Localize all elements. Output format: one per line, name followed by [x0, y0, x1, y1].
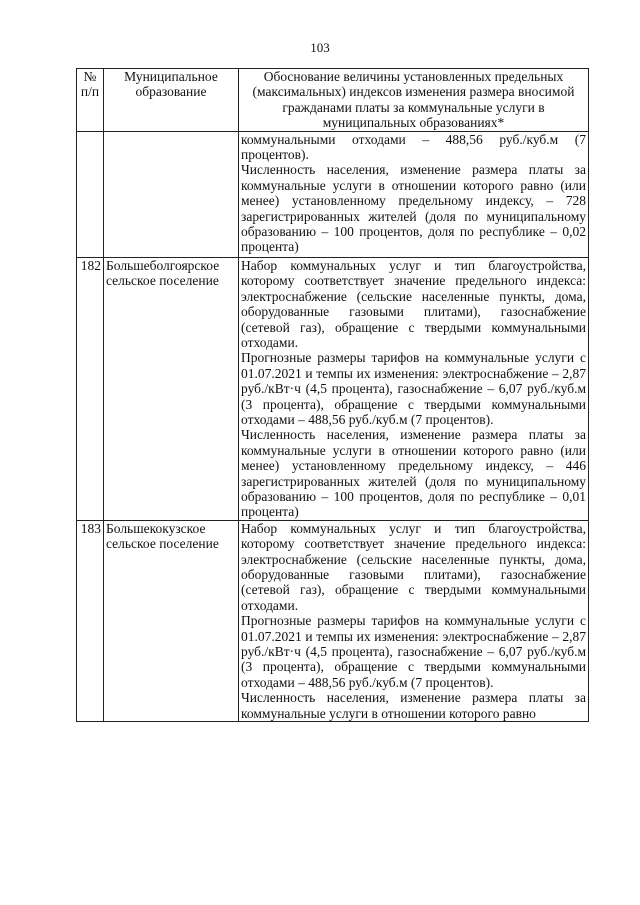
basis-paragraph: Набор коммунальных услуг и тип благоустройства, которому соответствует значение предельного индекса: электроснабжение (сельские населенные пункты, дома, оборудованные газовыми плитами), газоснабжение (сетевой газ), обращение с твердыми коммунальными отходами.: [241, 257, 586, 350]
row-basis: [239, 131, 589, 257]
table-header-row: [77, 69, 589, 132]
row-municipality: [104, 131, 239, 257]
row-basis: [239, 520, 589, 721]
basis-paragraph: Набор коммунальных услуг и тип благоустройства, которому соответствует значение предельного индекса: электроснабжение (сельские населенные пункты, дома, оборудованные газовыми плитами), газоснабжение (сетевой газ), обращение с твердыми коммунальными отходами.: [241, 520, 586, 613]
basis-paragraph: коммунальными отходами – 488,56 руб./куб.м (7 процентов).: [241, 131, 586, 163]
table-row-183: [77, 520, 589, 721]
table-row-continued: [77, 131, 589, 257]
basis-paragraph: Прогнозные размеры тарифов на коммунальные услуги с 01.07.2021 и темпы их изменения: электроснабжение – 2,87 руб./кВт·ч (4,5 процента), газоснабжение – 6,07 руб./куб.м (3 процента), обращение с твердыми коммунальными отходами – 488,56 руб./куб.м (7 процентов).: [241, 613, 586, 690]
header-municipality: Муниципальное образование: [104, 69, 239, 132]
basis-paragraph: Численность населения, изменение размера платы за коммунальные услуги в отношении которого равно (или менее) установленному предельному индексу, – 728 зарегистрированных жителей (доля по муниципальному образованию – 100 процентов, доля по республике – 0,02 процента): [241, 162, 586, 255]
row-number: [77, 131, 104, 257]
index-justification-table: [76, 68, 589, 722]
row-municipality: Большеболгоярское сельское поселение: [104, 257, 239, 520]
header-number: № п/п: [77, 69, 104, 132]
page-number: 103: [310, 40, 330, 55]
table-row-182: [77, 257, 589, 520]
basis-paragraph: Численность населения, изменение размера платы за коммунальные услуги в отношении которого равно: [241, 690, 586, 721]
row-municipality: Большекокузское сельское поселение: [104, 520, 239, 721]
row-number: 182: [77, 257, 104, 520]
row-basis: [239, 257, 589, 520]
row-number: 183: [77, 520, 104, 721]
header-basis: Обоснование величины установленных предельных (максимальных) индексов изменения размера вносимой гражданами платы за коммунальные услуги в муниципальных образованиях*: [239, 69, 589, 132]
basis-paragraph: Численность населения, изменение размера платы за коммунальные услуги в отношении которого равно (или менее) установленному предельному индексу, – 446 зарегистрированных жителей (доля по муниципальному образованию – 100 процентов, доля по республике – 0,01 процента): [241, 427, 586, 520]
basis-paragraph: Прогнозные размеры тарифов на коммунальные услуги с 01.07.2021 и темпы их изменения: электроснабжение – 2,87 руб./кВт·ч (4,5 процента), газоснабжение – 6,07 руб./куб.м (3 процента), обращение с твердыми коммунальными отходами – 488,56 руб./куб.м (7 процентов).: [241, 350, 586, 427]
